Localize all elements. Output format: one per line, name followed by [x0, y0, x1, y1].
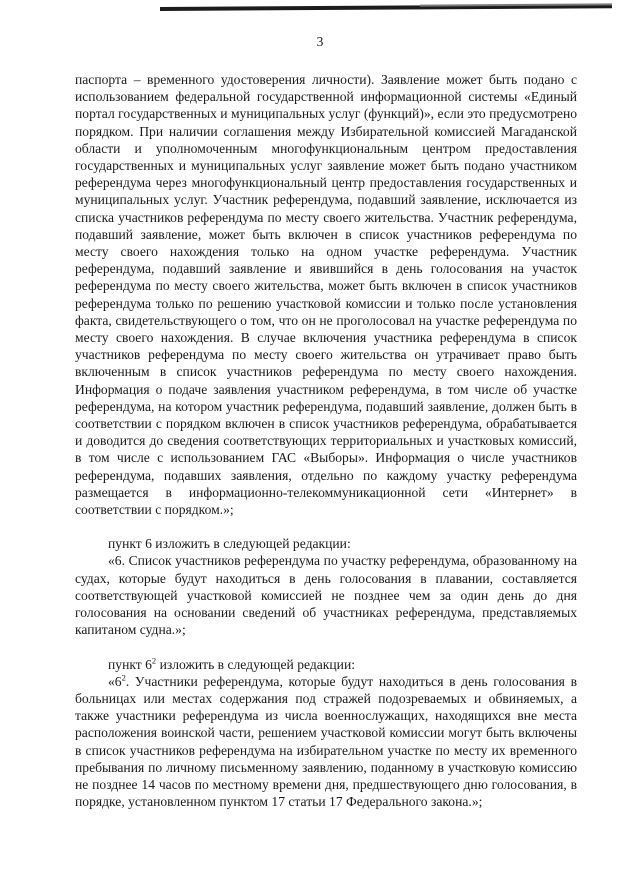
text-prefix: «6	[108, 673, 122, 689]
instruction-suffix: изложить в следующей редакции:	[156, 656, 356, 672]
amendment-text-point-6: «6. Список участников референдума по участку референдума, образованному на судах, которые будут находиться в день голосования в плавании, составляется соответствующей участковой комиссией не позднее чем за один день до дня голосования на основании сведений об участниках референдума, представляемых капитаном судна.»;	[75, 553, 577, 638]
text-superscript: 2	[121, 672, 126, 683]
paragraph-continuation: паспорта – временного удостоверения личности). Заявление может быть подано с использованием федеральной государственной информационной системы «Единый портал государственных и муниципальных услуг (функций)», если это предусмотрено порядком. При наличии соглашения между Избирательной комиссией Магаданской области и уполномоченным многофункциональным центром предоставления государственных и муниципальных услуг заявление может быть подано участником референдума через многофункциональный центр предоставления государственных и муниципальных услуг. Участник референдума, подавший заявление, исключается из списка участников референдума по месту своего жительства. Участник референдума, подавший заявление, может быть включен в список участников референдума по месту своего нахождения только на одном участке референдума. Участник референдума, подавший заявление и явившийся в день голосования на участок референдума по месту своего жительства, может быть включен в список участников референдума только по решению участковой комиссии и только после установления факта, свидетельствующего о том, что он не проголосовал на участке референдума по месту своего нахождения. В случае включения участника референдума в список участников референдума по месту своего жительства он утрачивает право быть включенным в список участников референдума по месту своего нахождения. Информация о подаче заявления участником референдума, в том числе об участке референдума, на котором участник референдума, подавший заявление, должен быть в соответствии с порядком включен в список участников референдума, обрабатывается и доводится до сведения соответствующих территориальных и участковых комиссий, в том числе с использованием ГАС «Выборы». Информация о числе участников референдума, подавших заявления, отдельно по каждому участку референдума размещается в информационно-телекоммуникационной сети «Интернет» в соответствии с порядком.»;	[75, 72, 578, 518]
amendment-instruction-point-6-2	[75, 656, 577, 673]
text-body: . Участники референдума, которые будут находиться в день голосования в больницах или местах содержания под стражей подозреваемых и обвиняемых, а также участники референдума из числа военнослужащих, находящихся вне места расположения воинской части, решением участковой комиссии могут быть включены в список участников референдума на избирательном участке по месту их временного пребывания по личному письменному заявлению, поданному в участковую комиссию не позднее 14 часов по местному времени дня, предшествующего дню голосования, в порядке, установленном пунктом 17 статьи 17 Федерального закона.»;	[75, 673, 577, 810]
page-number: 3	[316, 34, 324, 49]
amendment-text-point-6-2	[75, 673, 577, 811]
document-body	[75, 71, 577, 810]
instruction-prefix: пункт 6	[108, 656, 152, 672]
amendment-instruction-point-6: пункт 6 изложить в следующей редакции:	[108, 536, 351, 552]
instruction-superscript: 2	[151, 654, 157, 665]
